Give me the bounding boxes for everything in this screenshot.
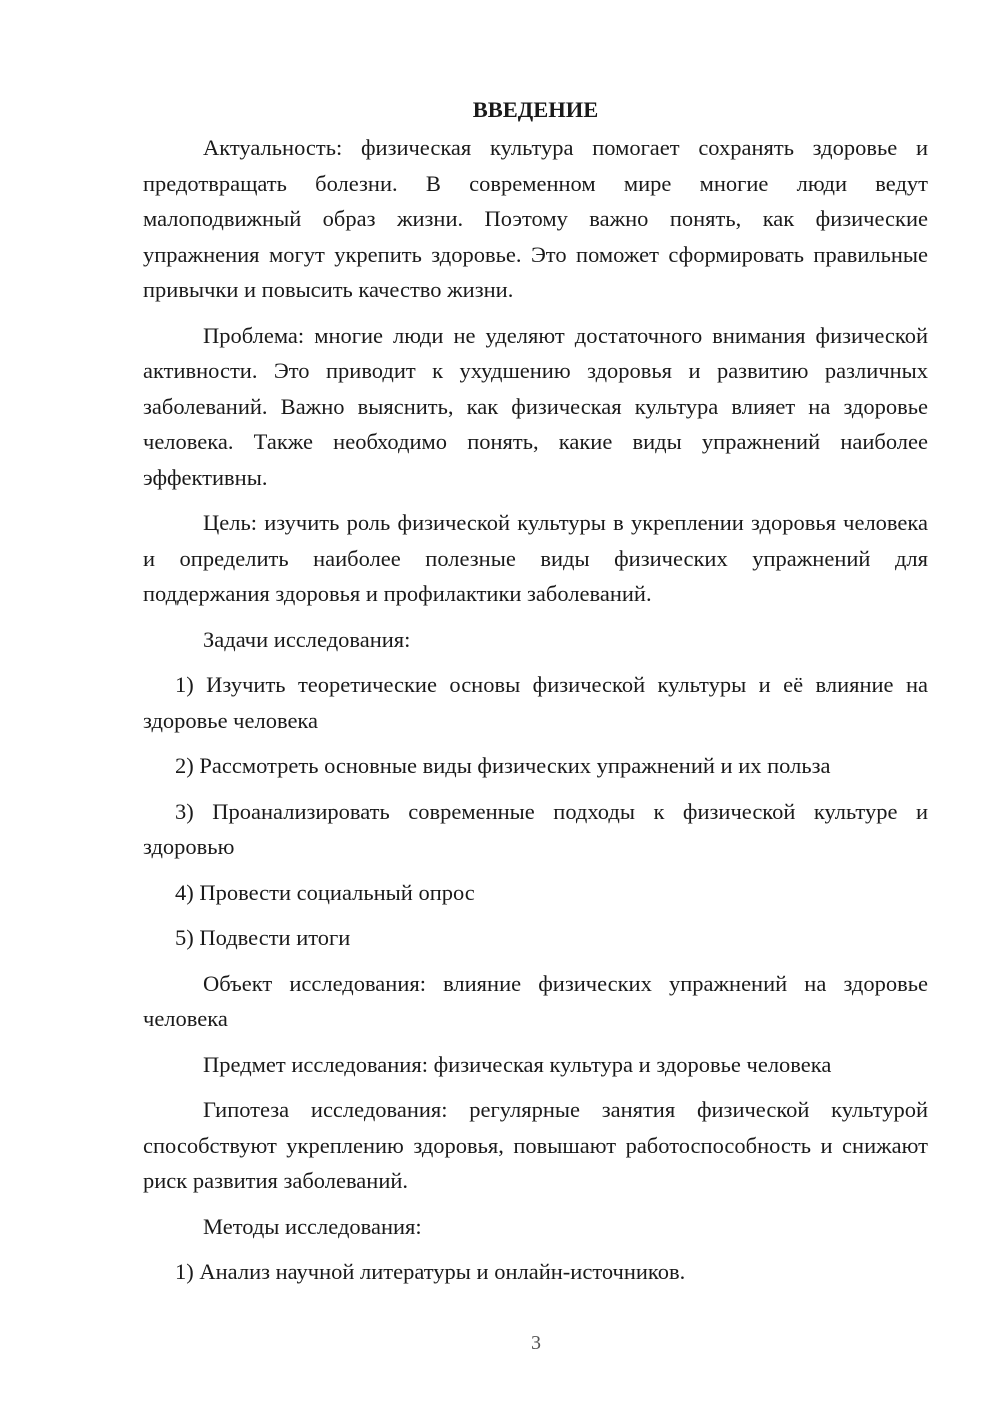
tasks-heading: Задачи исследования: — [203, 626, 411, 652]
goal-paragraph: Цель: изучить роль физической культуры в укреплении здоровья человека и определить наиболее полезные виды физических упражнений для поддержания здоровья и профилактики заболеваний. — [143, 510, 928, 606]
task-item-4: 4) Провести социальный опрос — [175, 879, 475, 905]
page-number: 3 — [531, 1332, 541, 1354]
problem-paragraph: Проблема: многие люди не уделяют достаточного внимания физической активности. Это приводит к ухудшению здоровья и развитию различных заболеваний. Важно выяснить, как физическая культура влияет на здоровье человека. Также необходимо понять, какие виды упражнений наиболее эффективны. — [143, 322, 928, 490]
object-paragraph: Объект исследования: влияние физических упражнений на здоровье человека — [143, 970, 928, 1031]
task-item-1: 1) Изучить теоретические основы физической культуры и её влияние на здоровье человека — [143, 672, 928, 733]
document-page — [143, 92, 928, 1300]
relevance-paragraph: Актуальность: физическая культура помогает сохранять здоровье и предотвращать болезни. В современном мире многие люди ведут малоподвижный образ жизни. Поэтому важно понять, как физические упражнения могут укрепить здоровье. Это поможет сформировать правильные привычки и повысить качество жизни. — [143, 135, 928, 302]
section-title: ВВЕДЕНИЕ — [472, 97, 599, 122]
task-item-3: 3) Проанализировать современные подходы к физической культуре и здоровью — [143, 798, 928, 859]
hypothesis-paragraph: Гипотеза исследования: регулярные занятия физической культурой способствуют укреплению здоровья, повышают работоспособность и снижают риск развития заболеваний. — [143, 1097, 928, 1193]
task-item-5: 5) Подвести итоги — [175, 925, 351, 950]
subject-paragraph: Предмет исследования: физическая культура и здоровье человека — [203, 1051, 832, 1077]
methods-heading: Методы исследования: — [203, 1213, 422, 1239]
method-item-1: 1) Анализ научной литературы и онлайн-источников. — [175, 1259, 686, 1284]
task-item-2: 2) Рассмотреть основные виды физических упражнений и их польза — [175, 753, 831, 778]
